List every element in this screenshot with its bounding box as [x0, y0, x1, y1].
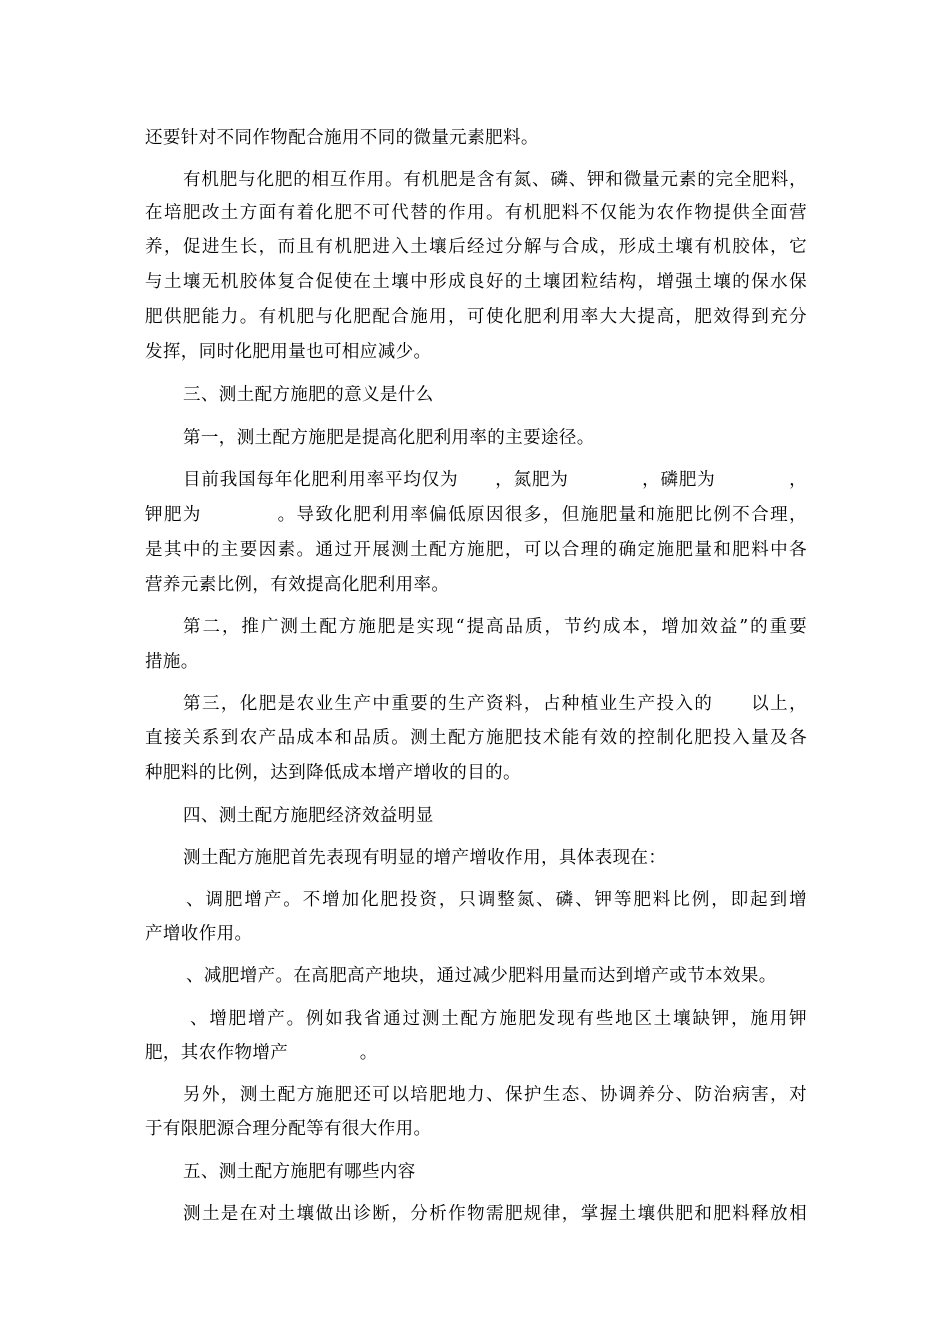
text-line: 还要针对不同作物配合施用不同的微量元素肥料。 [145, 128, 539, 148]
paragraph-first-line: 目前我国每年化肥利用率平均仅为 ，氮肥为 ，磷肥为 ， [183, 470, 807, 490]
list-item-first-line: 、调肥增产。不增加化肥投资，只调整氮、磷、钾等肥料比例，即起到增 [186, 890, 807, 910]
text-line: 营养元素比例，有效提高化肥利用率。 [145, 575, 450, 595]
section-heading: 四、测土配方施肥经济效益明显 [183, 806, 434, 826]
paragraph-first-line: 测土配方施肥首先表现有明显的增产增收作用，具体表现在： [183, 848, 667, 868]
paragraph-first-line: 另外，测土配方施肥还可以培肥地力、保护生态、协调养分、防治病害，对 [183, 1085, 807, 1105]
text-line: 直接关系到农产品成本和品质。测土配方施肥技术能有效的控制化肥投入量及各 [145, 728, 807, 748]
section-heading: 三、测土配方施肥的意义是什么 [183, 385, 434, 405]
text-line: 措施。 [145, 652, 199, 672]
text-line: 于有限肥源合理分配等有很大作用。 [145, 1119, 432, 1139]
text-line: 钾肥为 。导致化肥利用率偏低原因很多，但施肥量和施肥比例不合理， [145, 505, 807, 525]
text-line: 养，促进生长，而且有机肥进入土壤后经过分解与合成，形成土壤有机胶体，它 [145, 237, 807, 257]
text-line: 是其中的主要因素。通过开展测土配方施肥，可以合理的确定施肥量和肥料中各 [145, 540, 807, 560]
paragraph-first-line: 有机肥与化肥的相互作用。有机肥是含有氮、磷、钾和微量元素的完全肥料， [183, 170, 807, 190]
text-line: 产增收作用。 [145, 924, 253, 944]
text-line: 在培肥改土方面有着化肥不可代替的作用。有机肥料不仅能为农作物提供全面营 [145, 203, 807, 223]
text-line: 发挥，同时化肥用量也可相应减少。 [145, 342, 432, 362]
text-line: 肥，其农作物增产 。 [145, 1043, 378, 1063]
section-heading: 五、测土配方施肥有哪些内容 [183, 1162, 416, 1182]
paragraph-first-line: 第一，测土配方施肥是提高化肥利用率的主要途径。 [183, 428, 595, 448]
paragraph-first-line: 第二，推广测土配方施肥是实现“提高品质，节约成本，增加效益”的重要 [183, 617, 807, 637]
list-item-first-line: 、增肥增产。例如我省通过测土配方施肥发现有些地区土壤缺钾，施用钾 [190, 1009, 807, 1029]
list-item-first-line: 、减肥增产。在高肥高产地块，通过减少肥料用量而达到增产或节本效果。 [186, 966, 777, 986]
paragraph-first-line: 第三，化肥是农业生产中重要的生产资料，占种植业生产投入的 以上， [183, 694, 807, 714]
text-line: 种肥料的比例，达到降低成本增产增收的目的。 [145, 763, 521, 783]
text-line: 肥供肥能力。有机肥与化肥配合施用，可使化肥利用率大大提高，肥效得到充分 [145, 307, 807, 327]
paragraph-first-line: 测土是在对土壤做出诊断，分析作物需肥规律，掌握土壤供肥和肥料释放相 [183, 1204, 807, 1224]
text-line: 与土壤无机胶体复合促使在土壤中形成良好的土壤团粒结构，增强土壤的保水保 [145, 272, 807, 292]
